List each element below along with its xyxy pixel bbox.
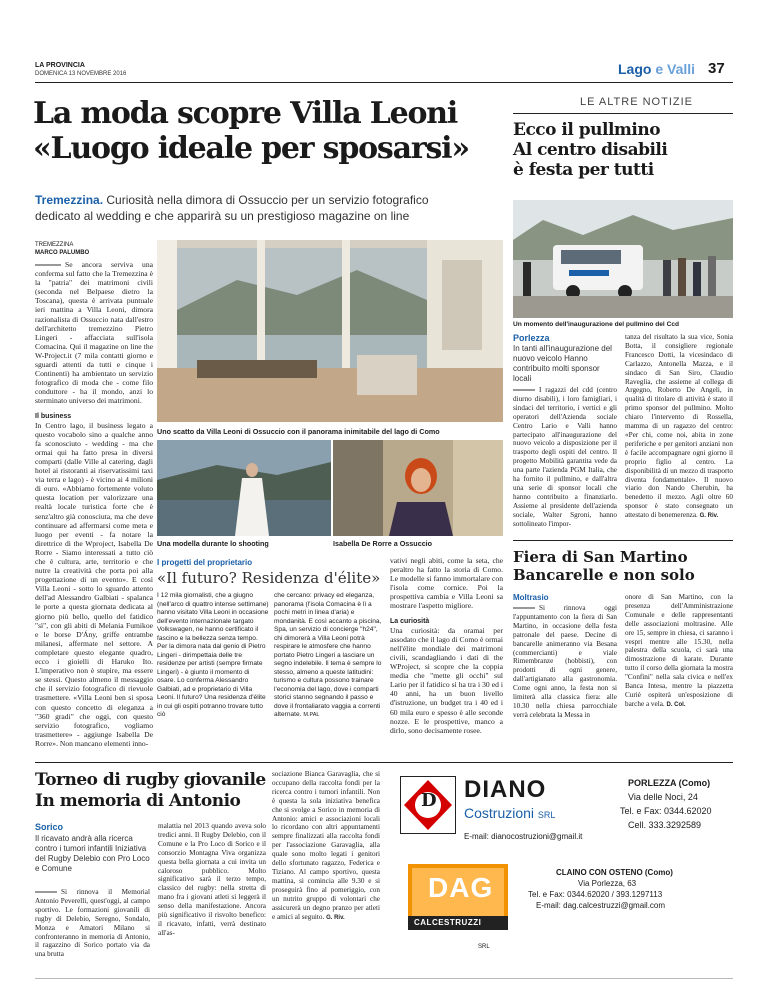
- dag-sub: CALCESTRUZZI: [414, 918, 482, 927]
- page-number: 37: [708, 60, 725, 77]
- villa-caption: Uno scatto da Villa Leoni di Ossuccio con il panorama inimitabile del lago di Como: [157, 427, 440, 436]
- diano-telfax: Tel. e Fax: 0344.62020: [620, 806, 712, 816]
- isabella-photo: [333, 440, 503, 536]
- main-headline-line1: La moda scopre Villa Leoni: [33, 96, 458, 131]
- model-photo-drawing: [157, 440, 331, 536]
- diano-logo-letter: D: [421, 790, 437, 811]
- main-subhead: [35, 192, 505, 224]
- fair-headline-2: Bancarelle e non solo: [513, 566, 695, 584]
- sidebar-label: LE ALTRE NOTIZIE: [580, 96, 693, 108]
- rugby-col3-text: sociazione Bianca Garavaglia, che si occupano della raccolta fondi per la ricerca contro i tumori infantili. Non è questa la sola iniziativa benefica che si svolge a Sorico in memoria di Antonio: amici e associazioni locali lo ricordano con altri appuntamenti sempre finalizzati alla raccolta fondi per l'associazione Garavaglia, alla quale sono molto legati i genitori dello sfortunato ragazzo, Federica e Tiziano. Al campo sportivo, questa mattina, si comincia alle 9.30 e si proseguirà fino al pomeriggio, con un nutrito gruppo di volontari che assicurerà un degno pranzo per atleti e amici al seguito.: [272, 770, 380, 921]
- box-kicker: I progetti del proprietario: [157, 558, 253, 567]
- section-title-b: e Valli: [655, 61, 696, 77]
- dag-street: Via Porlezza, 63: [578, 879, 637, 888]
- model-caption: Una modella durante lo shooting: [157, 539, 269, 548]
- rugby-sign: G. Riv.: [326, 914, 345, 921]
- fair-col1-text: Si rinnova oggi l'appuntamento con la fiera di San Martino, in occasione della festa patronale del paese. Decine di bancarelle animeranno via Besana (commercianti) e viale Rimembranze (hobbisti), con prodotti di ogni genere, dall'artigianato alla gastronomia. Come ogni anno, la festa non si limiterà alla classica fiera: alle 10.30 nella chiesa parrocchiale verrà celebrata la Messa in: [513, 604, 617, 719]
- subhead-place: Tremezzina.: [35, 193, 104, 207]
- villa-photo: [157, 240, 503, 422]
- diano-email: E-mail: dianocostruzioni@gmail.it: [464, 832, 583, 841]
- bus-headline: [513, 120, 733, 180]
- box-sign: M.PAL: [303, 712, 320, 718]
- diano-brand: DIANO: [464, 776, 547, 803]
- bus-place: Porlezza: [513, 333, 550, 343]
- bus-headline-1: Ecco il pullmino: [513, 120, 661, 140]
- fair-headline-1: Fiera di San Martino: [513, 548, 688, 566]
- dag-email: E-mail: dag.calcestruzzi@gmail.com: [536, 901, 666, 910]
- main-colr-body2: Una curiosità: da oramai per assodato che il lago di Como è ormai nell'élite mondiale dei matrimoni civili, scandagliando i dati di the WProject, si scopre che la coppia media che "mette gli occhi" sul Lario per il fatidico sì ha tra i 30 ed i 40 anni, ha un buon livello d'istruzione, un budget tra i 40 ed i 60 mila euro e spesso è alle seconde nozze. E le prospettive, manco a dirlo, sono decisamente rosee.: [390, 625, 503, 735]
- fair-rule: [513, 540, 733, 541]
- rugby-col1: [35, 888, 150, 968]
- main-colr-sub: La curiosità: [390, 617, 430, 625]
- dag-srl: SRL: [478, 944, 490, 950]
- box-col2: [274, 592, 384, 720]
- author: MARCO PALUMBO: [35, 250, 90, 256]
- fair-col2: [625, 593, 733, 758]
- diano-sub-text: Costruzioni: [464, 805, 535, 821]
- fair-col2-text: onore di San Martino, con la presenza dell'Amministrazione Comunale e delle rappresentanti delle associazioni moltrasine. Alle ore 15, sempre in chiesa, ci saranno i vespri mentre alle 15.30, nella palestra della scuola, ci sarà una dimostrazione di karate. Durante tutto il corso della giornata la mostra "Confini" nella sala civica e nell'ex Banca Intesa, mentre la piazzetta Curiè ospiterà un'esposizione di barche a vela.: [625, 593, 733, 708]
- fair-col1: [513, 604, 617, 754]
- fair-sign: D. Col.: [666, 701, 686, 708]
- diano-city: PORLEZZA (Como): [628, 778, 711, 788]
- newspaper-name: LA PROVINCIA: [35, 62, 85, 69]
- bus-photo-drawing: [513, 200, 733, 318]
- diano-srl: SRL: [537, 810, 556, 820]
- bus-headline-2: Al centro disabili: [513, 140, 668, 160]
- issue-date: DOMENICA 13 NOVEMBRE 2016: [35, 71, 127, 77]
- rugby-col1-text: Si rinnova il Memorial Antonio Peverelli, quest'oggi, al campo sportivo. Le formazioni giovanili di rugby di Delebio, Seregno, Sondalo, Monza e Amatori Milano si confronteranno in memoria di Antonio, il ragazzino di Sorico portato via da una brutta: [35, 888, 150, 959]
- isabella-photo-drawing: [333, 440, 503, 536]
- bus-col1: [513, 386, 617, 530]
- fair-place: Moltrasio: [513, 593, 549, 602]
- box-col1: I 12 mila giornalisti, che a giugno (nell'arco di quattro intense settimane) hanno visitato Villa Leoni in occasione dell'evento internazionale targato Volkswagen, ne hanno certificato il fascino e la bellezza senza tempo. Per la dimora nata dal genio di Pietro Lingeri - dirimpettaia delle tre residenze per artisti (sempre firmate Lingeri) - è giunto il momento di osare. Lo conferma Alessandro Galbiati, ad e proprietario di Villa Leoni. Il futuro? Una residenza d'élite in cui gli ospiti potranno trovare tutto ciò: [157, 592, 269, 718]
- main-headline: [33, 96, 503, 166]
- diano-cell: Cell. 333.3292589: [628, 820, 702, 830]
- section-title-a: Lago: [618, 61, 652, 77]
- main-col1-body: Se ancora serviva una conferma sul fatto che la Tremezzina è la "patria" dei matrimoni civili (seconda nel Belpaese dietro la Toscana), questa è arrivata puntuale ieri mattina a Villa Leoni, dimora razionalista di Ossuccio nata dall'estro dell'architetto tremezzino Pietro Lingeri - affacciata sull'isola Comacina. Qui il magazine on line the W-Project.it (7 mila contatti giorno e sguardi attenti da tutti e cinque i Continenti) ha ambientato un servizio fotografico di moda che - come filo conduttore - ha il mondo, anzi lo sterminato universo dei matrimoni.: [35, 260, 153, 406]
- main-col-right: [390, 556, 503, 752]
- bus-summary: In tanti all'inaugurazione del nuovo veicolo Hanno contribuito molti sponsor locali: [513, 344, 612, 383]
- bus-caption: Un momento dell'inaugurazione del pullmino del Ccd: [513, 321, 680, 328]
- rugby-col2: [158, 822, 266, 968]
- rugby-summary: Il ricavato andrà alla ricerca contro i tumori infantili Iniziativa del Rugby Delebio con Pro Loco e Comune: [35, 834, 150, 873]
- diano-street: Via delle Noci, 24: [628, 792, 698, 802]
- model-photo: [157, 440, 331, 536]
- sidebar-label-rule: [513, 113, 733, 114]
- ad-diano: [388, 770, 733, 852]
- subhead-text-1: Curiosità nella dimora di Ossuccio per un servizio fotografico: [106, 193, 429, 207]
- main-headline-line2: «Luogo ideale per sposarsi»: [33, 131, 469, 166]
- box-title: «Il futuro? Residenza d'élite»: [157, 569, 381, 587]
- dag-brand: DAG: [428, 872, 494, 903]
- rugby-headline-2: In memoria di Antonio: [35, 791, 241, 811]
- bus-col2-text: tanza del risultato la sua vice, Sonia Botta, il consigliere regionale Francesco Dotti, la vicesindaco di Carlazzo, Antonella Mazza, e il sindaco di San Siro, Claudio Raveglia, che assieme al collega di Argegno, Roberto De Angeli, in qualità di titolare di attività è stato il primo sponsor del pullmino. Molto chiaro l'intervento di Rossella, mamma di un ragazzo del centro: «Per chi, come noi, abita in zone periferiche e per genitori anziani non è facile accompagnare ogni giorno il proprio figlio al centro. La disponibilità di un mezzo di trasporto diventa fondamentale». Il nuovo viario don Nando Cherubin, ha benedetto il mezzo. Agli oltre 60 sponsor è stato consegnato un attestato di benemerenza.: [625, 333, 733, 520]
- bus-col1-text: I ragazzi del cdd (centro diurno disabili), i loro famigliari, i sindaci del territorio, i vertici e gli operatori dell'Azienda sociale Centro Lario e Valli hanno partecipato all'inaugurazione del nuovo veicolo a disposizione per il trasporto degli ospiti del centro. Il progetto Mobilità garantita vede da una parte l'azienda PGM Italia, che ha fornito il pullmino, e dall'altra una serie di sponsor locali che hanno contribuito a finanziarlo. Assieme al presidente dell'azienda sociale, Walter Sgroni, hanno sottolineato l'impor-: [513, 386, 617, 528]
- ad-dag: [388, 860, 733, 970]
- subhead-line1: [35, 192, 505, 208]
- bus-photo: [513, 200, 733, 318]
- main-colr-body: vativi negli abiti, come la seta, che peraltro ha fatto la storia di Como. Le modelle si fanno immortalare con l'isola come cornice. Poi la prospettiva cambia e Villa Leoni sa mostrare l'aspetto migliore.: [390, 556, 503, 611]
- rugby-place: Sorico: [35, 822, 64, 832]
- rugby-col2-text: malattia nel 2013 quando aveva solo tredici anni. Il Rugby Delebio, con il Comune e la Pro Loco di Sorico e il consorzio Montagna Viva organizza questa bella giornata a cui invita un caloroso pubblico. Molto significativo sarà il terzo tempo, classico del rugby: nella stretta di mano fra i giovani atleti si leggerà il senso della manifestazione. Ancora più significativo il risvolto benefico: il ricavato, infatti, verrà destinato all'as-: [158, 822, 266, 937]
- bus-headline-3: è festa per tutti: [513, 160, 654, 180]
- masthead-rule: [35, 82, 733, 83]
- section-title: [618, 61, 695, 77]
- fair-headline: [513, 548, 733, 584]
- dateline: TREMEZZINA: [35, 242, 74, 248]
- box-col2-text: che cercano: privacy ed eleganza, panorama (l'isola Comacina è lì a pochi metri in linea d'aria) e mondanità. E così accanto a piscina, Spa, un servizio di concierge "h24", chi dimorerà a Villa Leoni potrà respirare le atmosfere che hanno portato Pietro Lingeri a lasciare un segno indelebile. Il tema è sempre lo stesso, almeno a queste latitudini: turismo e cultura possono trainare l'economia del lago, dove i comparti storici stanno segnando il passo e dove il frontaliarato vaggia a correnti alternate.: [274, 592, 382, 718]
- main-col1-sub: Il business: [35, 412, 72, 420]
- rugby-col3: [272, 770, 380, 970]
- rugby-top-rule: [35, 762, 733, 763]
- subhead-line2: dedicato al wedding e che apparirà su un prestigioso magazine on line: [35, 209, 410, 223]
- main-col1-body2: In Centro lago, il business legato a questo vocabolo sino a qualche anno fa sconosciuto - wedding - ma che ormai qui ha fatto presa in diversi comparti (dalle Ville al catering, dagli hotel ai ristoranti ai riservatissimi taxi via terra e lago) - è vicino ai 4 milioni di euro. «Abbiamo fortemente voluto questa location per valorizzare una realtà locale turistica forte che è senz'altro già conosciuta, ma che deve continuare ad affermarsi come meta e luogo per eventi - fa notare la direttrice di the Wproject, Isabella De Rorre - Siamo interessati a tutto ciò che è cultura, arte, territorio e che nutre la creatività che porta poi alla progettazione di un evento». E così Villa Leoni - sotto lo sguardo attento dell'ad Alessandro Galbiati - spalanca le porte a questa giornata dedicata al giorno più bello, quello del fatidico "sì", con gli abiti di Melania Fumikoe e le borse D'Ány, griffe entrambe milanesi, affermate nel settore. A completare questo elegante quadro, ecco i gioielli di Haruko Ito. L'imperativo non è stupire, ma essere se stessi. Questo almeno il messaggio che il servizio fotografico di rievuole trasmettere. «Villa Leoni ben si sposa con questo concetto di eleganza a "360 gradi" che oggi, con questo servizio fotografico, vogliamo trasmettere» - aggiunge Isabella De Rorre». Non mancano elementi inno-: [35, 420, 153, 748]
- dag-city: CLAINO CON OSTENO (Como): [556, 868, 673, 877]
- villa-photo-drawing: [157, 240, 503, 422]
- bus-sign: G. Riv.: [699, 513, 719, 520]
- dag-telfax: Tel. e Fax: 0344.62020 / 393.1297113: [528, 890, 663, 899]
- rugby-headline: [35, 770, 275, 812]
- bus-col2: [625, 333, 733, 533]
- bottom-rule: [35, 978, 733, 979]
- isabella-caption: Isabella De Rorre a Ossuccio: [333, 539, 433, 548]
- rugby-headline-1: Torneo di rugby giovanile: [35, 770, 266, 790]
- diano-sub: [464, 805, 555, 821]
